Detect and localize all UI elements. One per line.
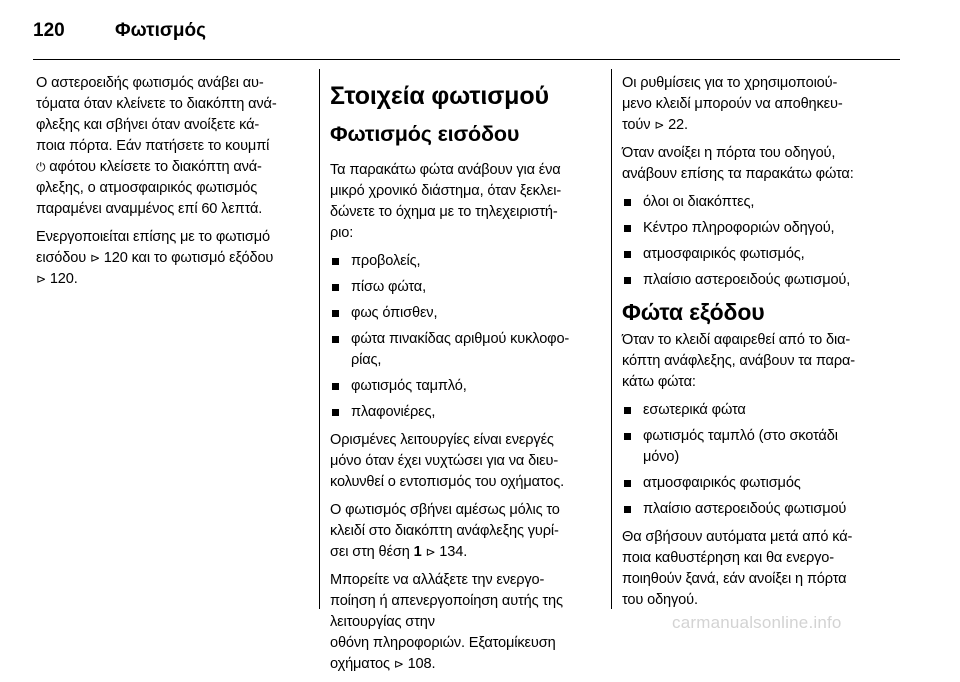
page-reference[interactable]: 134 bbox=[439, 544, 464, 560]
page-reference-arrow-icon: ⊳ bbox=[36, 272, 46, 286]
list-item: πλαίσιο αστεροειδούς φωτισμού bbox=[622, 499, 907, 520]
page-reference[interactable]: 108 bbox=[407, 656, 432, 672]
paragraph-key-settings: Οι ρυθμίσεις για το χρησιμοποιού- μενο κλειδί μπορούν να αποθηκευ- τούν ⊳ 22. bbox=[622, 75, 843, 133]
page-reference-arrow-icon: ⊳ bbox=[425, 545, 436, 559]
page-number: 120 bbox=[33, 20, 65, 41]
paragraph-switch-off: Ο φωτισμός σβήνει αμέσως μόλις το κλειδί στο διακόπτη ανάφλεξης γυρί- σει στη θέση 1 ⊳ 134. bbox=[330, 502, 560, 560]
list-item: φως όπισθεν, bbox=[330, 303, 610, 324]
page-reference[interactable]: 22 bbox=[668, 117, 685, 133]
subsection-heading-entry-lighting: Φωτισμός εισόδου bbox=[330, 122, 520, 146]
list-item: πλαίσιο αστεροειδούς φωτισμού, bbox=[622, 270, 907, 291]
list-item: προβολείς, bbox=[330, 251, 610, 272]
page-reference-arrow-icon: ⊳ bbox=[654, 118, 665, 132]
power-button-icon: ⏻ bbox=[36, 160, 46, 174]
column-divider-1 bbox=[319, 69, 320, 609]
column-1 bbox=[36, 73, 304, 297]
entry-lights-list bbox=[330, 251, 610, 423]
list-item: Κέντρο πληροφοριών οδηγού, bbox=[622, 218, 907, 239]
paragraph-driver-door: Όταν ανοίξει η πόρτα του οδηγού, ανάβουν επίσης τα παρακάτω φώτα: bbox=[622, 145, 854, 182]
list-item: πλαφονιέρες, bbox=[330, 402, 610, 423]
list-item: εσωτερικά φώτα bbox=[622, 400, 907, 421]
list-item: φωτισμός ταμπλό, bbox=[330, 376, 610, 397]
list-item: ατμοσφαιρικός φωτισμός, bbox=[622, 244, 907, 265]
paragraph-entry-intro: Τα παρακάτω φώτα ανάβουν για ένα μικρό χρονικό διάστημα, όταν ξεκλει- δώνετε το όχημα με το τηλεχειριστή- ριο: bbox=[330, 162, 562, 241]
watermark: carmanualsonline.info bbox=[672, 613, 842, 632]
list-item: πίσω φώτα, bbox=[330, 277, 610, 298]
section-heading: Στοιχεία φωτισμού bbox=[330, 82, 549, 110]
paragraph-exit-intro: Όταν το κλειδί αφαιρεθεί από το δια- κόπτη ανάφλεξης, ανάβουν τα παρα- κάτω φώτα: bbox=[622, 332, 855, 390]
page-reference-arrow-icon: ⊳ bbox=[89, 251, 100, 265]
list-item: ατμοσφαιρικός φωτισμός bbox=[622, 473, 907, 494]
column-2 bbox=[330, 73, 610, 682]
exit-lights-list bbox=[622, 400, 907, 520]
door-lights-list bbox=[622, 192, 907, 291]
page-reference[interactable]: 120 bbox=[49, 271, 74, 287]
column-divider-2 bbox=[611, 69, 612, 609]
paragraph-night-only: Ορισμένες λειτουργίες είναι ενεργές μόνο όταν έχει νυχτώσει για να διευ- κολυνθεί ο εντοπισμός του οχήματος. bbox=[330, 432, 565, 490]
page-title: Φωτισμός bbox=[115, 20, 206, 41]
page-reference-arrow-icon: ⊳ bbox=[393, 657, 404, 671]
paragraph-activation: Ενεργοποιείται επίσης με το φωτισμό εισόδου ⊳ 120 και το φωτισμό εξόδου ⊳ 120. bbox=[36, 229, 274, 287]
list-item: φωτισμός ταμπλό (στο σκοτάδι μόνο) bbox=[622, 426, 907, 468]
list-item: φώτα πινακίδας αριθμού κυκλοφο- ρίας, bbox=[330, 329, 610, 371]
subsection-heading-exit-lighting: Φώτα εξόδου bbox=[622, 299, 765, 325]
paragraph-auto-off: Θα σβήσουν αυτόματα μετά από κά- ποια καθυστέρηση και θα ενεργο- ποιηθούν ξανά, εάν ανοίξει η πόρτα του οδηγού. bbox=[622, 529, 853, 608]
list-item: όλοι οι διακόπτες, bbox=[622, 192, 907, 213]
column-3 bbox=[622, 73, 907, 618]
paragraph-personalization: Μπορείτε να αλλάξετε την ενεργο- ποίηση ή απενεργοποίηση αυτής της λειτουργίας στην οθόνη πληροφοριών. Εξατομίκευση οχήματος ⊳ 108. bbox=[330, 572, 563, 672]
header-divider bbox=[33, 59, 900, 60]
page-reference[interactable]: 120 bbox=[103, 250, 128, 266]
paragraph-ambient-light: Ο αστεροειδής φωτισμός ανάβει αυ- τόματα όταν κλείνετε το διακόπτη ανά- φλεξης και σβήνει όταν ανοίξετε κά- ποια πόρτα. Εάν πατήσετε το κουμπί ⏻ αφότου κλείσετε το διακόπτη ανά- φλεξης, ο ατμοσφαιρικός φωτισμός παραμένει αναμμένος επί 60 λεπτά. bbox=[36, 75, 277, 217]
